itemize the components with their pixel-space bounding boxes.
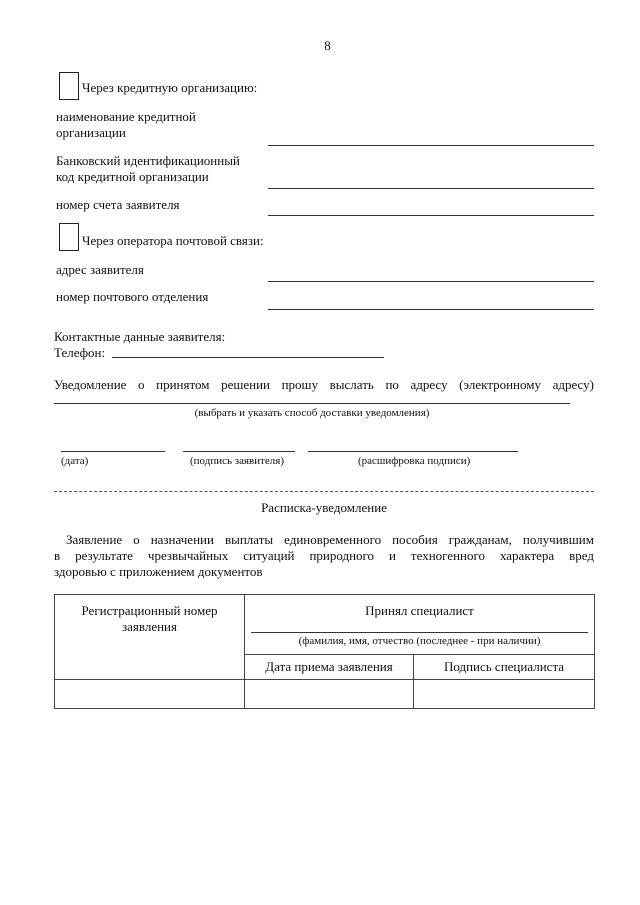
contacts-title: Контактные данные заявителя:: [54, 329, 226, 344]
phone-field[interactable]: [112, 357, 384, 358]
post-office-field[interactable]: [268, 309, 594, 310]
fio-field[interactable]: [251, 632, 588, 633]
account-field[interactable]: [268, 215, 594, 216]
credit-org-label: Через кредитную организацию:: [82, 80, 258, 95]
cut-line: [54, 491, 594, 492]
receipt-title: Расписка-уведомление: [261, 500, 387, 515]
accepted-cell: [245, 595, 595, 655]
phone-label: Телефон:: [54, 345, 106, 360]
credit-org-name-label: наименование кредитной организации: [56, 109, 196, 140]
decode-caption: (расшифровка подписи): [358, 455, 471, 467]
bik-field[interactable]: [268, 188, 594, 189]
specialist-sign-cell[interactable]: [414, 680, 595, 709]
signature-caption: (подпись заявителя): [190, 455, 285, 467]
applicant-address-label: адрес заявителя: [56, 262, 144, 277]
account-label: номер счета заявителя: [56, 197, 180, 212]
fio-hint: (фамилия, имя, отчество (последнее - при наличии): [298, 635, 541, 647]
signature-field[interactable]: [183, 451, 295, 452]
applicant-address-field[interactable]: [268, 281, 594, 282]
credit-org-name-field[interactable]: [268, 145, 594, 146]
reg-number-header: Регистрационный номер заявления: [55, 595, 245, 680]
credit-org-checkbox[interactable]: [59, 72, 79, 100]
date-received-header: Дата приема заявления: [245, 655, 414, 680]
decode-field[interactable]: [308, 451, 518, 452]
specialist-sign-header: Подпись специалиста: [414, 655, 595, 680]
receipt-table: [54, 594, 595, 709]
post-checkbox[interactable]: [59, 223, 79, 251]
date-caption: (дата): [61, 455, 89, 467]
bik-label: Банковский идентификационный код кредитной организации: [56, 153, 240, 184]
post-label: Через оператора почтовой связи:: [82, 233, 264, 248]
receipt-body: Заявление о назначении выплаты единовременного пособия гражданам, получившим в результате чрезвычайных ситуаций природного и техногенного характера вред здоровью с приложением документов: [54, 532, 594, 579]
reg-number-cell[interactable]: [55, 680, 245, 709]
notification-hint: (выбрать и указать способ доставки уведомления): [194, 407, 430, 419]
notification-field[interactable]: [54, 403, 570, 404]
date-field[interactable]: [61, 451, 165, 452]
notification-text: Уведомление о принятом решении прошу выслать по адресу (электронному адресу): [54, 377, 594, 392]
date-received-cell[interactable]: [245, 680, 414, 709]
page-number: 8: [324, 38, 331, 53]
accepted-header: Принял специалист: [365, 603, 474, 618]
post-office-label: номер почтового отделения: [56, 289, 209, 304]
